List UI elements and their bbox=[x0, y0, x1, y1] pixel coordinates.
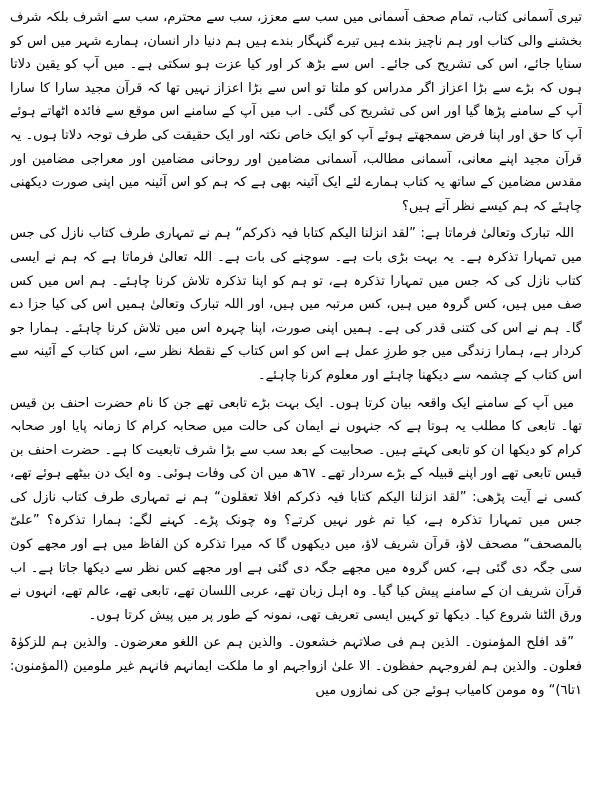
document-page bbox=[10, 6, 582, 796]
paragraph-3: میں آپ کے سامنے ایک واقعہ بیان کرتا ہوں۔ ایک بہت بڑے تابعی تھے جن کا نام حضرت احنف بن قیس تھا۔ تابعی کا مطلب یہ ہوتا ہے کہ جنہوں نے ایمان کی حالت میں صحابہ کرام کا زمانہ پایا اور صحابہ کرام کو دیکھا ان کو تابعی کہتے ہیں۔ صحابیت کے بعد سب سے بڑا شرف تابعیت کا ہے۔ حضرت احنف بن قیس تابعی تھے اور اپنے قبیلہ کے بڑے سردار تھے۔ ٦٧ھ میں ان کی وفات ہوئی۔ وہ ایک دن بیٹھے ہوئے تھے، کسی نے آیت پڑھی: ”لقد انزلنا الیکم کتابا فیہ ذکرکم افلا تعقلون“ ہم نے تمہاری طرف کتاب نازل کی جس میں تمہارا تذکرہ ہے، کیا تم غور نہیں کرتے؟ وہ چونک پڑے۔ کہنے لگے: ہمارا تذکرہ؟ ”علیّ بالمصحف“ مصحف لاؤ، قرآن شریف لاؤ، میں دیکھوں گا کہ میرا تذکرہ کن الفاظ میں ہے اور مجھے کون سی جگہ دی گئی ہے، کس گروہ میں مجھے جگہ دی گئی ہے اور مجھے کس نظر سے دیکھا جاتا ہے۔ اب قرآن شریف ان کے سامنے پیش کیا گیا۔ وہ اہل زبان تھے، عربی اللسان تھے، تابعی تھے، عالم تھے، انہوں نے ورق الٹنا شروع کیا۔ دیکھا تو کہیں ایسی تعریف تھی، نمونہ کے طور پر میں پیش کرتا ہوں۔ bbox=[10, 395, 582, 623]
paragraph-4-quran-quote: ”قد افلح المؤمنون۔ الذین ہم فی صلاتہم خشعون۔ والذین ہم عن اللغو معرضون۔ والذین ہم للزکوٰۃ فعلون۔ والذین ہم لفروجہم حفظون۔ الا علیٰ ازواجہم او ما ملکت ایمانہم فانہم غیر ملومین (المؤمنون: ١تا٦)“ وہ مومن کامیاب ہوئے جن کی نمازوں میں bbox=[10, 635, 582, 698]
paragraph-1: تیری آسمانی کتاب، تمام صحف آسمانی میں سب سے معزز، سب سے محترم، سب سے اشرف بلکہ شرف بخشنے والی کتاب اور ہم ناچیز بندے ہیں تیرے گنہگار بندے ہیں ہم دنیا دار انسان، ہمارے شہر میں اس کو سنایا جائے، اس کی تشریح کی جائے۔ اس سے بڑھ کر اور کیا عزت ہو سکتی ہے۔ میں آپ کو یقین دلاتا ہوں کہ بڑے سے بڑا اعزاز اگر مدراس کو ملتا تو اس سے بڑا اعزاز نہیں تھا کہ قرآن مجید سارا کا سارا آپ کے سامنے پڑھا گیا اور اس کی تشریح کی گئی۔ اب میں آپ کے سامنے اس موقع سے فائدہ اٹھاتے ہوئے آپ کا حق اور اپنا فرض سمجھتے ہوئے آپ کو ایک خاص نکتہ اور ایک حقیقت کی طرف توجہ دلاتا ہوں۔ یہ قرآن مجید اپنے معانی، آسمانی مطالب، آسمانی مضامین اور روحانی مضامین اور معراجی مضامین اور مقدس مضامین کے ساتھ یہ کتاب ہمارے لئے ایک آئینہ بھی ہے کہ ہم کو اس آئینہ میں اپنی صورت دیکھنی چاہئے کہ ہم کیسے نظر آتے ہیں؟ bbox=[10, 10, 582, 214]
paragraph-2: اللہ تبارک وتعالیٰ فرماتا ہے: ”لقد انزلنا الیکم کتابا فیہ ذکرکم“ ہم نے تمہاری طرف کتاب نازل کی جس میں تمہارا تذکرہ ہے۔ یہ بہت بڑی بات ہے۔ سوچنے کی بات ہے۔ اللہ تعالیٰ فرماتا ہے کہ ہم نے ایسی کتاب نازل کی کہ جس میں تمہارا تذکرہ ہے، تو ہم کو اپنا تذکرہ تلاش کرنا چاہئے۔ ہم اس میں کس صف میں ہیں، کس گروہ میں ہیں، کس مرتبہ میں ہیں، اور اللہ تبارک وتعالیٰ ہمیں اس کی کیا جزا دے گا۔ ہم نے اس کی کتنی قدر کی ہے۔ ہمیں اپنی صورت، اپنا چہرہ اس میں تلاش کرنا چاہئے۔ ہمارا جو کردار ہے، ہمارا زندگی میں جو طرزِ عمل ہے اس کو اس کتاب کے نقطۂ نظر سے، اس کتاب کے آئینہ سے اس کتاب کے چشمہ سے دیکھنا چاہئے اور معلوم کرنا چاہئے۔ bbox=[10, 226, 582, 383]
